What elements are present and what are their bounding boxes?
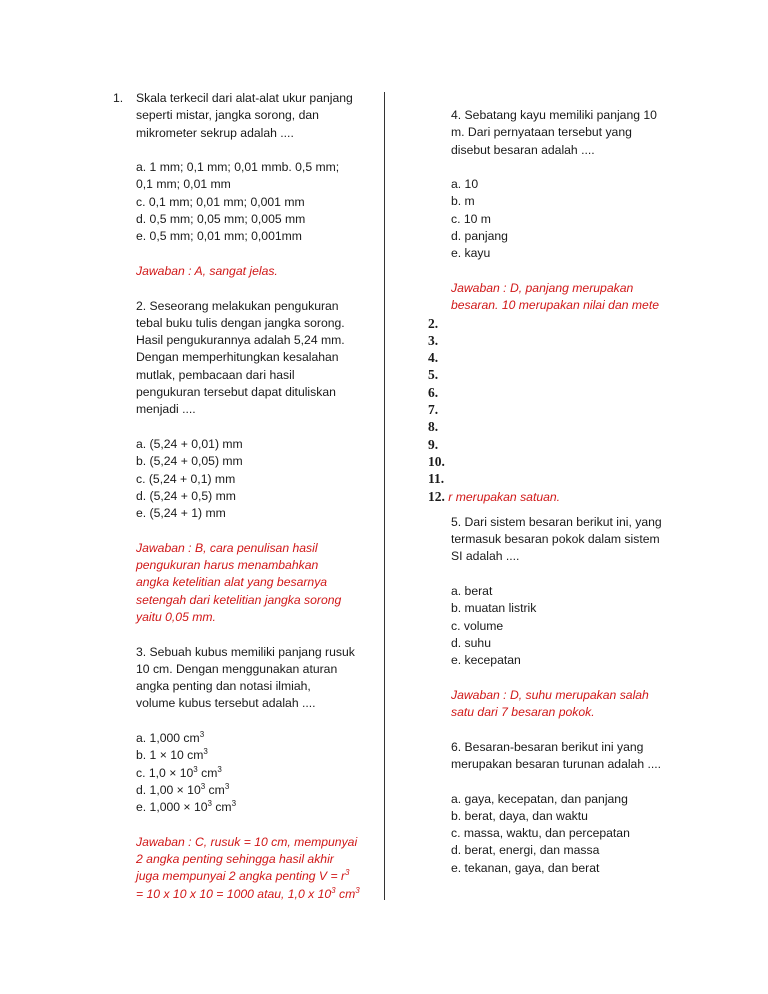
- answer-option: c. massa, waktu, dan percepatan: [451, 826, 630, 841]
- question-1: [113, 90, 375, 298]
- answer-option: c. $1,0 \times 10^3$ $cm^3$: [136, 764, 222, 780]
- answer-option: c. 10 m: [451, 211, 491, 226]
- answer-option: a. 1 mm; 0,1 mm; 0,01 mmb. 0,5 mm;: [136, 160, 340, 175]
- question-text: volume kubus tersebut adalah ....: [136, 696, 316, 711]
- answer-option: 0,1 mm; 0,01 mm: [136, 177, 231, 192]
- question-text: SI adalah ....: [451, 549, 520, 564]
- answer-option: a. 1,000 $cm^3$: [136, 729, 205, 745]
- question-text: 6. Besaran-besaran berikut ini yang: [451, 739, 644, 754]
- answer-option: e. kayu: [451, 246, 491, 261]
- right-column: [428, 107, 690, 877]
- answer-option: e. tekanan, gaya, dan berat: [451, 860, 600, 875]
- question-text: 3. Sebuah kubus memiliki panjang rusuk: [136, 644, 355, 659]
- answer-option: a. (5,24 + 0,01) mm: [136, 436, 243, 451]
- question-text: tebal buku tulis dengan jangka sorong.: [136, 315, 345, 330]
- answer-explanation: yaitu 0,05 mm.: [136, 609, 216, 624]
- answer-option: e. $1,000 \times 10^3$ $cm^3$: [136, 799, 237, 815]
- answer-option: a. berat: [451, 584, 493, 599]
- question-text: Hasil pengukurannya adalah 5,24 mm.: [136, 333, 345, 348]
- answer-option: d. 0,5 mm; 0,05 mm; 0,005 mm: [136, 212, 306, 227]
- question-text: termasuk besaran pokok dalam sistem: [451, 532, 660, 547]
- question-2: [113, 298, 375, 644]
- list-item: [428, 488, 690, 506]
- answer-explanation: r merupakan satuan.: [448, 489, 561, 504]
- list-number: 3.: [428, 332, 439, 348]
- question-text: seperti mistar, jangka sorong, dan: [136, 108, 319, 123]
- question-text: 4. Sebatang kayu memiliki panjang 10: [451, 108, 657, 122]
- answer-option: d. berat, energi, dan massa: [451, 843, 600, 858]
- question-number: 1.: [113, 91, 124, 105]
- answer-explanation: pengukuran harus menambahkan: [136, 558, 319, 573]
- question-text: m. Dari pernyataan tersebut yang: [451, 125, 632, 140]
- left-column: [113, 90, 375, 903]
- answer-option: d. $1,00 \times 10^3$ $cm^3$: [136, 781, 230, 797]
- answer-option: d. (5,24 + 0,5) mm: [136, 488, 236, 503]
- answer-explanation: besaran. 10 merupakan nilai dan mete: [451, 298, 659, 313]
- answer-explanation: juga mempunyai 2 angka penting $V = r^3$: [136, 868, 350, 884]
- question-5: [428, 514, 690, 739]
- answer-explanation: = 10 x 10 x 10 = 1000 atau, 1,0 x $10^3$ $cm^3$: [136, 885, 360, 901]
- question-text: Dengan memperhitungkan kesalahan: [136, 350, 339, 365]
- column-divider: [384, 92, 385, 900]
- answer-option: a. 10: [451, 177, 479, 192]
- answer-option: d. panjang: [451, 229, 508, 244]
- list-number: 11.: [428, 471, 445, 487]
- question-text: 5. Dari sistem besaran berikut ini, yang: [451, 514, 662, 529]
- answer-option: c. volume: [451, 618, 504, 633]
- question-text: 10 cm. Dengan menggunakan aturan: [136, 661, 338, 676]
- question-text: mikrometer sekrup adalah ....: [136, 125, 294, 140]
- answer-explanation: 2 angka penting sehingga hasil akhir: [136, 852, 334, 867]
- question-text: merupakan besaran turunan adalah ....: [451, 756, 662, 771]
- question-text: mutlak, pembacaan dari hasil: [136, 367, 295, 382]
- question-4: [428, 107, 690, 315]
- list-number: 10.: [428, 453, 445, 469]
- list-number: 2.: [428, 315, 439, 331]
- answer-option: e. 0,5 mm; 0,01 mm; 0,001mm: [136, 229, 302, 244]
- question-3: [113, 644, 375, 903]
- list-number: 8.: [428, 419, 439, 435]
- list-number: 9.: [428, 436, 439, 452]
- numbered-list: [428, 315, 690, 506]
- question-text: 2. Seseorang melakukan pengukuran: [136, 298, 339, 313]
- answer-explanation: Jawaban : C, rusuk = 10 cm, mempunyai: [136, 834, 358, 849]
- answer-option: e. (5,24 + 1) mm: [136, 506, 226, 521]
- answer-explanation: Jawaban : D, panjang merupakan: [451, 280, 634, 295]
- answer-explanation: setengah dari ketelitian jangka sorong: [136, 592, 342, 607]
- answer-explanation: Jawaban : B, cara penulisan hasil: [136, 540, 318, 555]
- question-text: angka penting dan notasi ilmiah,: [136, 679, 311, 694]
- list-number: 12.: [428, 488, 445, 504]
- list-number: 5.: [428, 367, 439, 383]
- question-text: menjadi ....: [136, 402, 196, 417]
- answer-option: b. 1 × 10 $cm^3$: [136, 747, 208, 763]
- answer-option: b. berat, daya, dan waktu: [451, 808, 588, 823]
- answer-option: d. suhu: [451, 635, 491, 650]
- list-number: 7.: [428, 402, 439, 418]
- answer-option: a. gaya, kecepatan, dan panjang: [451, 791, 628, 806]
- answer-option: b. muatan listrik: [451, 601, 537, 616]
- answer-option: e. kecepatan: [451, 653, 521, 668]
- question-6: [428, 739, 690, 877]
- answer-option: c. 0,1 mm; 0,01 mm; 0,001 mm: [136, 194, 305, 209]
- question-text: disebut besaran adalah ....: [451, 142, 595, 157]
- list-number: 4.: [428, 350, 439, 366]
- list-number: 6.: [428, 384, 439, 400]
- question-text: Skala terkecil dari alat-alat ukur panjang: [136, 91, 353, 105]
- answer-explanation: Jawaban : D, suhu merupakan salah: [451, 687, 649, 702]
- answer-explanation: Jawaban : A, sangat jelas.: [136, 263, 278, 278]
- answer-explanation: satu dari 7 besaran pokok.: [451, 705, 595, 720]
- answer-option: b. (5,24 + 0,05) mm: [136, 454, 243, 469]
- question-text: pengukuran tersebut dapat dituliskan: [136, 385, 336, 400]
- answer-explanation: angka ketelitian alat yang besarnya: [136, 575, 328, 590]
- answer-option: c. (5,24 + 0,1) mm: [136, 471, 236, 486]
- answer-option: b. m: [451, 194, 475, 209]
